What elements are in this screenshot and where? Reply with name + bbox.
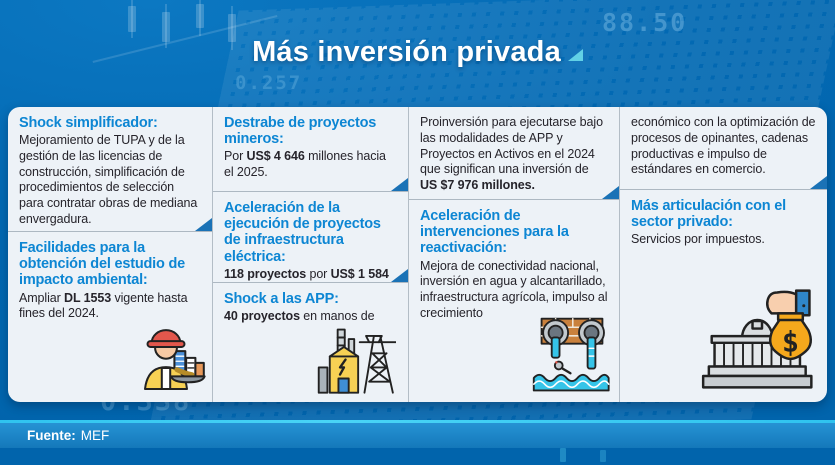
corner-fold-triangle — [195, 218, 212, 231]
card-heading: Shock simplificador: — [19, 115, 158, 131]
card-body: Mejora de conectividad nacional, inversión en agua y alcantarillado, infraestructura agrícola, impulso al crecimiento — [420, 258, 608, 320]
header — [0, 36, 835, 69]
info-card — [213, 107, 408, 192]
column-sector-privado — [620, 107, 827, 402]
corner-fold-triangle — [602, 186, 619, 199]
ticker-number: 88.50 — [602, 8, 688, 37]
info-card — [213, 192, 408, 283]
card-body: Proinversión para ejecutarse bajo las modalidades de APP y Proyectos en Activos en el 2024 que significan una inversión de US $7 976 millones. — [420, 115, 603, 192]
column-proyectos-mineros — [213, 107, 409, 402]
card-heading: Shock a las APP: — [224, 291, 339, 307]
column-proinversion — [409, 107, 620, 402]
info-card — [620, 107, 827, 190]
source-value: MEF — [80, 428, 110, 443]
water-infrastructure-icon — [532, 314, 612, 397]
corner-fold-triangle — [810, 176, 827, 189]
footer-bar — [0, 423, 835, 448]
content-panel — [8, 107, 827, 402]
candlestick-wick — [131, 0, 133, 38]
source-label: Fuente: — [27, 428, 76, 443]
card-heading: Aceleración de la ejecución de proyectos de infraestructura eléctrica: — [224, 200, 381, 265]
card-body: Ampliar DL 1553 vigente hasta fines del 2024. — [19, 290, 188, 321]
page-title: Más inversión privada — [252, 36, 561, 68]
svg-text:$: $ — [781, 325, 800, 359]
construction-worker-icon — [124, 309, 208, 400]
card-heading: Destrabe de proyectos mineros: — [224, 115, 377, 148]
ticker-number: 0.257 — [235, 72, 303, 94]
candlestick-decoration — [600, 450, 606, 462]
card-heading: Más articulación con el sector privado: — [631, 198, 786, 231]
title-triangle-icon — [568, 49, 583, 61]
corner-fold-triangle — [391, 178, 408, 191]
info-card — [409, 107, 619, 200]
candlestick-wick — [199, 0, 201, 36]
card-heading: Aceleración de intervenciones para la reactivación: — [420, 208, 569, 257]
power-plant-icon — [314, 321, 396, 400]
candlestick-decoration — [560, 448, 566, 462]
column-shock-simplificador — [8, 107, 213, 402]
card-body: Mejoramiento de TUPA y de la gestión de las licencias de construcción, simplificación de procedimientos de selección para contratar obras de mediana envergadura. — [19, 133, 198, 226]
card-body: 40 proyectos en manos de — [224, 309, 375, 324]
card-body: económico con la optimización de procesos de opinantes, cadenas productivas e impulso de estándares en comercio. — [631, 115, 816, 177]
card-body: 118 proyectos por US$ 1 584 — [224, 266, 389, 281]
card-heading: Facilidades para la obtención del estudio de impacto ambiental: — [19, 240, 185, 289]
card-body: Servicios por impuestos. — [631, 232, 765, 247]
info-card — [8, 107, 212, 232]
corner-fold-triangle — [391, 269, 408, 282]
card-body: Por US$ 4 646 millones hacia el 2025. — [224, 149, 386, 180]
public-investment-icon — [699, 283, 825, 400]
